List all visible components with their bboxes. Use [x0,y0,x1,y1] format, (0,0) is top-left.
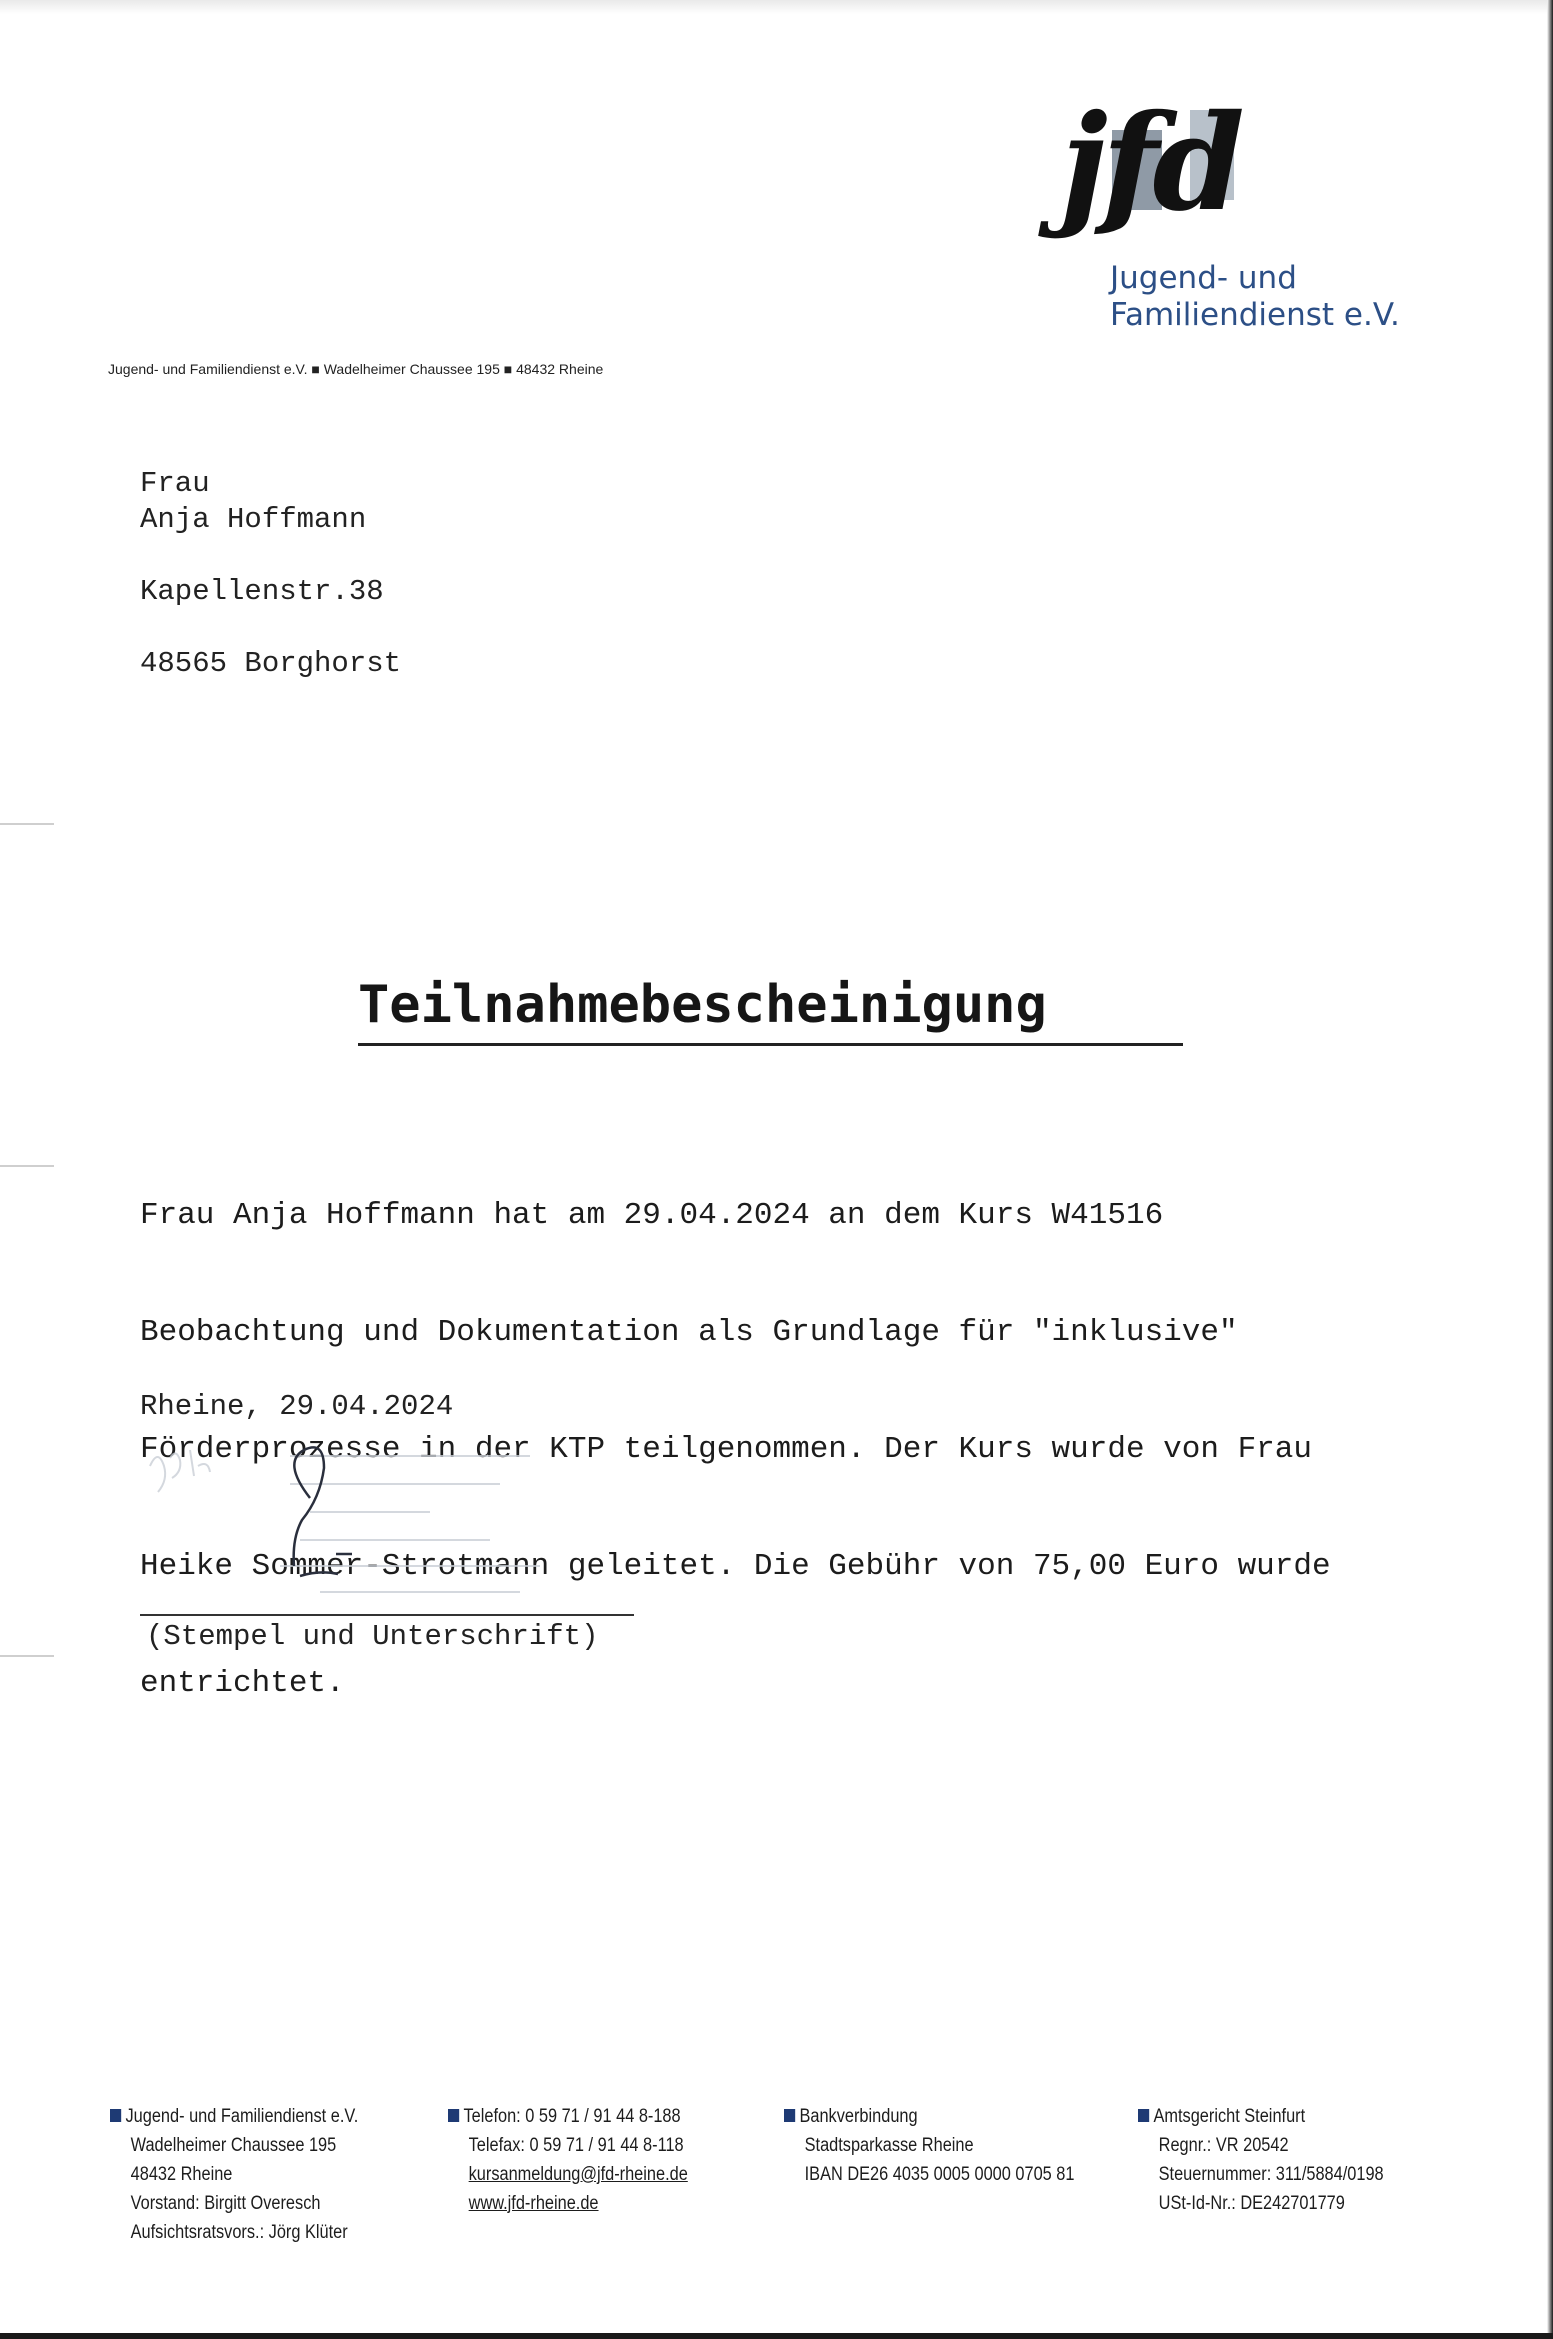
document-title: Teilnahmebescheinigung [358,975,1047,1035]
jfd-logo [1060,86,1400,340]
footer-text: Vorstand: Birgitt Overesch [130,2193,321,2214]
footer-registry [1138,2102,1384,2218]
footer-text: Telefax: 0 59 71 / 91 44 8-118 [468,2135,684,2156]
body-line: Förderprozesse in der KTP teilgenommen. Der Kurs wurde von Frau [140,1432,1312,1467]
recipient-city: 48565 Borghorst [140,647,402,680]
recipient-name: Anja Hoffmann [140,503,367,536]
logo-text: Jugend- und [1110,260,1297,296]
bullet-icon [110,2109,121,2122]
footer-text: Wadelheimer Chaussee 195 [130,2135,337,2156]
recipient-salutation: Frau [140,467,210,500]
paper-edge [0,2333,1553,2339]
bullet-icon [448,2109,459,2122]
signature-caption: (Stempel und Unterschrift) [146,1620,599,1653]
footer-text: 48432 Rheine [130,2164,233,2185]
logo-text: Familiendienst e.V. [1110,297,1400,333]
footer-text: Amtsgericht Steinfurt [1153,2106,1306,2127]
footer-text: USt-Id-Nr.: DE242701779 [1158,2193,1345,2214]
website-link[interactable]: www.jfd-rheine.de [468,2193,599,2214]
footer-text: Steuernummer: 311/5884/0198 [1158,2164,1384,2185]
fold-mark [0,1655,54,1657]
paper-edge [0,0,1553,14]
body-line: Heike Sommer-Strotmann geleitet. Die Gebühr von 75,00 Euro wurde [140,1549,1331,1584]
body-line: Beobachtung und Dokumentation als Grundlage für "inklusive" [140,1315,1238,1350]
footer-text: Aufsichtsratsvors.: Jörg Klüter [130,2222,348,2243]
sender-return-address: Jugend- und Familiendienst e.V. ■ Wadelheimer Chaussee 195 ■ 48432 Rheine [108,361,604,377]
paper-edge [1547,0,1553,2339]
body-line: entrichtet. [140,1666,345,1701]
footer-text: Telefon: 0 59 71 / 91 44 8-188 [463,2106,681,2127]
body-line: Frau Anja Hoffmann hat am 29.04.2024 an dem Kurs W41516 [140,1198,1164,1233]
signature-line [140,1614,634,1616]
footer-contact [448,2102,688,2218]
stamp-and-signature [140,1436,590,1606]
place-date: Rheine, 29.04.2024 [140,1390,454,1423]
fold-mark [0,823,54,825]
fold-mark [0,1165,54,1167]
recipient-street: Kapellenstr.38 [140,575,384,608]
email-link[interactable]: kursanmeldung@jfd-rheine.de [468,2164,688,2185]
footer-bank [784,2102,1074,2189]
footer-text: Regnr.: VR 20542 [1158,2135,1289,2156]
footer-text: Jugend- und Familiendienst e.V. [125,2106,359,2127]
title-underline [358,1043,1183,1046]
footer-organization [110,2102,358,2247]
logo-mark: jfd [1060,86,1239,241]
footer-text: Bankverbindung [799,2106,918,2127]
footer-text: Stadtsparkasse Rheine [804,2135,974,2156]
footer-text: IBAN DE26 4035 0005 0000 0705 81 [804,2164,1075,2185]
bullet-icon [784,2109,795,2122]
bullet-icon [1138,2109,1149,2122]
